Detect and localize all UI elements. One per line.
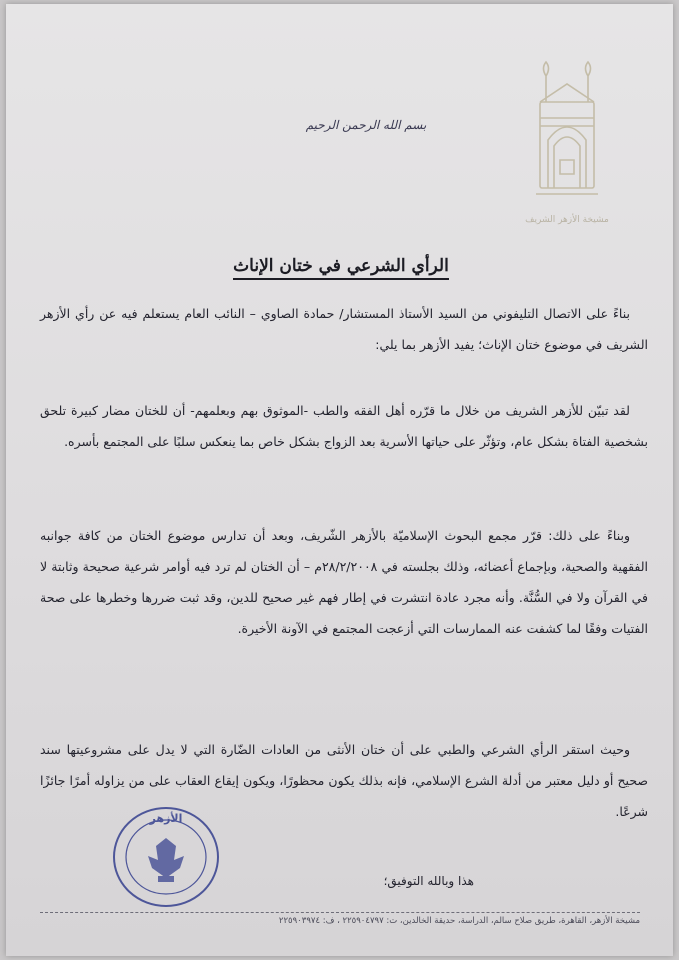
document-title — [206, 256, 476, 276]
azhar-emblem-icon — [532, 56, 602, 214]
document-title-text: الرأي الشرعي في ختان الإناث — [233, 256, 449, 280]
paragraph-1 — [40, 298, 648, 360]
footer-address: مشيخة الأزهر، القاهرة، طريق صلاح سالم، الدراسة، حديقة الخالدين، ت: ٢٢٥٩٠٤٧٩٧ ، ف: ٢٢٥٩٠٣٩٧٤ — [278, 916, 640, 926]
closing-line: هذا وبالله التوفيق؛ — [383, 874, 474, 888]
stamp-text: الأزهر — [149, 812, 183, 825]
paragraph-3-text: وبناءً على ذلك: قرّر مجمع البحوث الإسلاميّة بالأزهر الشّريف، وبعد أن تدارس موضوع الختان من كافة جوانبه الفقهية والصحية، وبإجماع أعضائه، وذلك بجلسته في ٢٨/٢/٢٠٠٨م – أن الختان لم ترد فيه أوامر شرعية صحيحة وثابتة لا في القرآن ولا في السُّنَّة. وأنه مجرد عادة انتشرت في إطار فهم غير صحيح للدين، وقد ثبت ضررها وخطرها على صحة الفتيات وفقًا لما كشفت عنه الممارسات التي أزعجت المجتمع في الآونة الأخيرة. — [40, 528, 649, 636]
paragraph-2-text: لقد تبيّن للأزهر الشريف من خلال ما قرّره أهل الفقه والطب -الموثوق بهم وبعلمهم- أن للختان مضار كبيرة تلحق بشخصية الفتاة بشكل عام، وتؤثّر على حياتها الأسرية بعد الزواج بشكل خاص بما ينعكس سلبًا على المجتمع بأسره. — [40, 403, 648, 449]
paragraph-2 — [40, 395, 648, 457]
paragraph-4-text: وحيث استقر الرأي الشرعي والطبي على أن ختان الأنثى من العادات الضّارة التي لا يدل على مشروعيتها سند صحيح أو دليل معتبر من أدلة الشرع الإسلامي، فإنه بذلك يكون محظورًا، ويكون إيقاع العقاب على من يزاوله أمرًا جائزًا شرعًا. — [40, 742, 648, 819]
emblem-caption: مشيخة الأزهر الشريف — [525, 215, 609, 225]
document-page — [6, 4, 673, 956]
official-stamp — [110, 804, 222, 910]
paragraph-3 — [40, 520, 648, 644]
basmala: بسم الله الرحمن الرحيم — [305, 118, 427, 132]
footer-divider — [40, 912, 640, 913]
paragraph-1-text: بناءً على الاتصال التليفوني من السيد الأستاذ المستشار/ حمادة الصاوي – النائب العام يستعلم فيه عن رأي الأزهر الشريف في موضوع ختان الإناث؛ يفيد الأزهر بما يلي: — [40, 306, 648, 352]
